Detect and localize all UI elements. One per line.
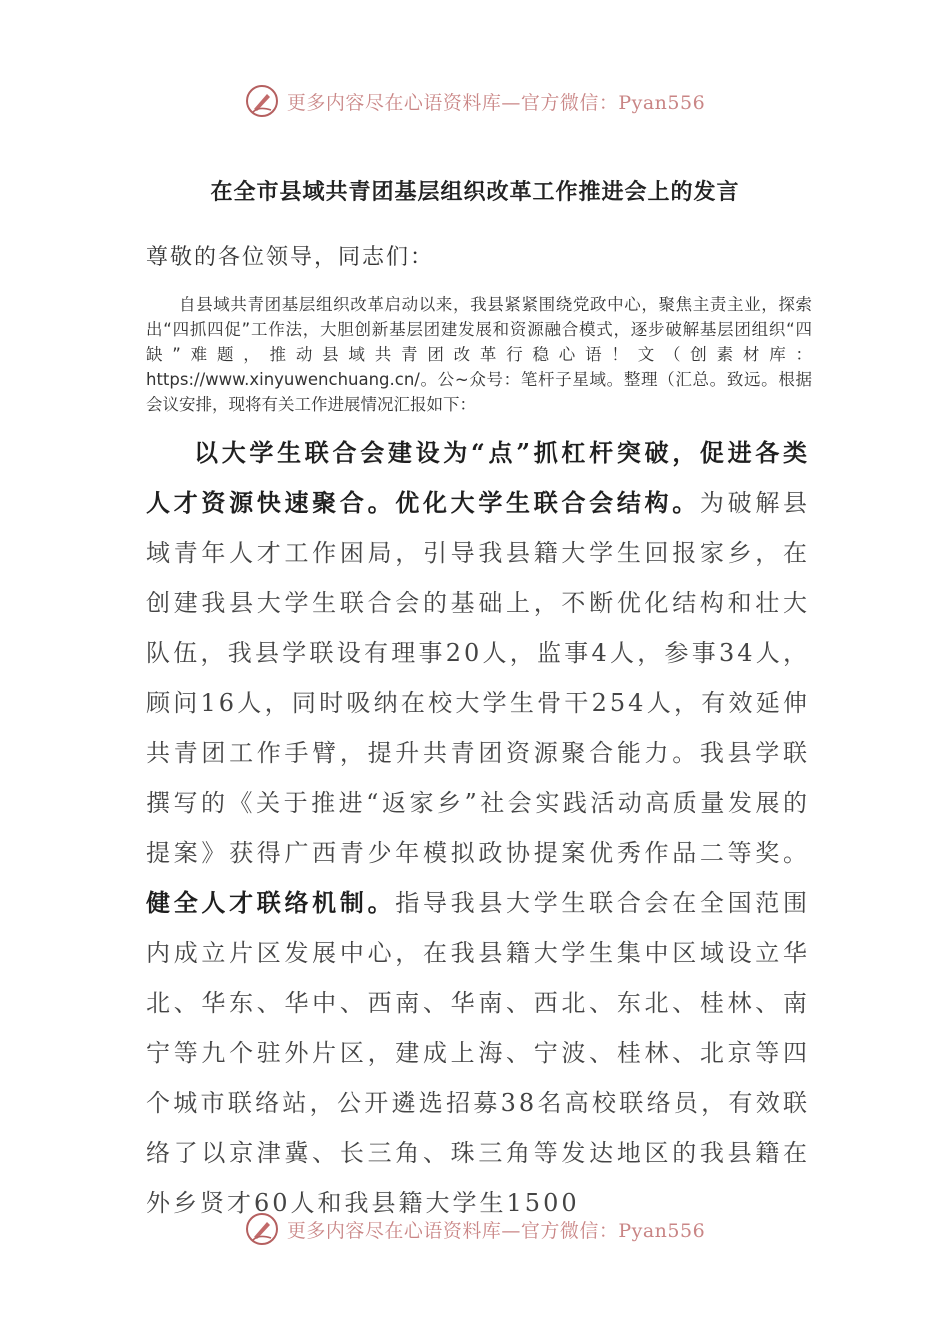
body-text: 为破解县域青年人才工作困局，引导我县籍大学生回报家乡，在创建我县大学生联合会的基础上，不断优化结构和壮大队伍，我县学联设有理事20人，监事4人，参事34人，顾问16人，同时吸纳在校大学生骨干254人，有效延伸共青团工作手臂，提升共青团资源聚合能力。我县学联撰写的《关于推进“返家乡”社会实践活动高质量发展的提案》获得广西青少年模拟政协提案优秀作品二等奖。 [146, 489, 811, 867]
watermark-footer [0, 1212, 950, 1246]
body-text: 指导我县大学生联合会在全国范围内成立片区发展中心，在我县籍大学生集中区域设立华北、华东、华中、西南、华南、西北、东北、桂林、南宁等九个驻外片区，建成上海、宁波、桂林、北京等四个城市联络站，公开遴选招募38名高校联络员，有效联络了以京津冀、长三角、珠三角等发达地区的我县籍在外乡贤才60人和我县籍大学生1500 [146, 889, 811, 1217]
salutation: 尊敬的各位领导，同志们： [146, 245, 435, 270]
watermark-header [0, 84, 950, 118]
sub-heading: 健全人才联络机制。 [146, 888, 396, 917]
pen-logo-icon [245, 1212, 279, 1246]
watermark-text: 更多内容尽在心语资料库—官方微信：Pyan556 [286, 1219, 706, 1242]
sub-heading: 优化大学生联合会结构。 [395, 488, 700, 517]
document-title: 在全市县域共青团基层组织改革工作推进会上的发言 [210, 179, 740, 205]
section-heading: 以大学生联合会建设为“点”抓杠杆突破，促进各类人才资源快速聚合。 [146, 438, 810, 517]
intro-paragraph: 自县域共青团基层组织改革启动以来，我县紧紧围绕党政中心，聚焦主责主业，探索出“四抓四促”工作法，大胆创新基层团建发展和资源融合模式，逐步破解基层团组织“四缺”难题，推动县域共青团改革行稳心语！文（创素材库：https://www.xinyuwenchuang.cn/。公~众号：笔杆子星域。整理（汇总。致远。根据会议安排，现将有关工作进展情况汇报如下： [146, 295, 812, 414]
watermark-text: 更多内容尽在心语资料库—官方微信：Pyan556 [286, 91, 706, 114]
pen-logo-icon [245, 84, 279, 118]
body-paragraph [146, 428, 810, 1228]
